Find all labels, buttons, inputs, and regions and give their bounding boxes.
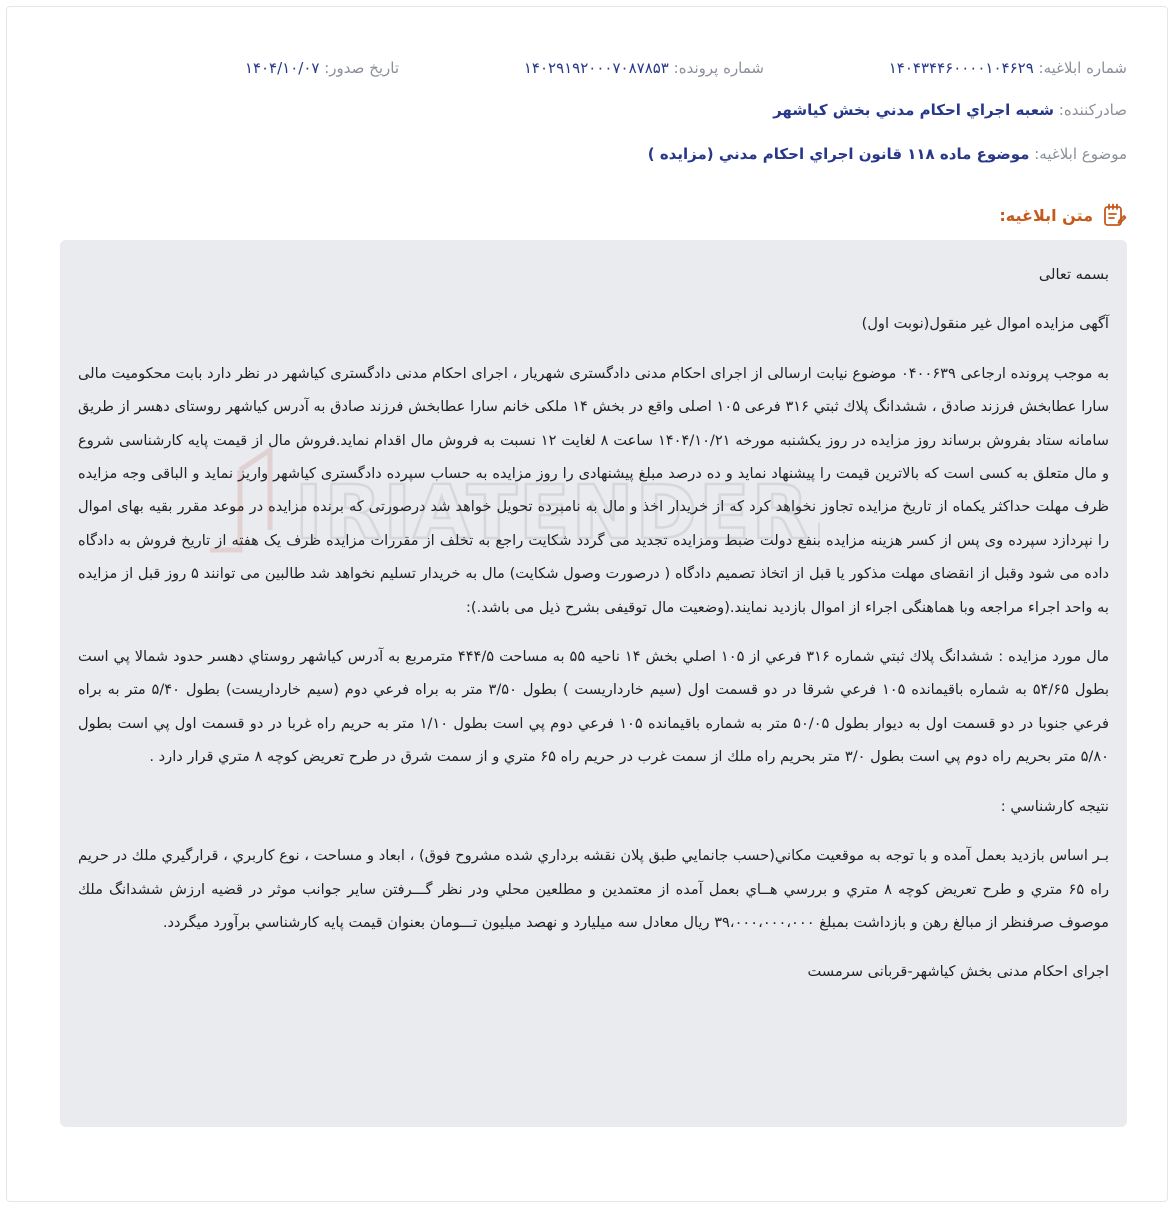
notice-text-heading-label: متن ابلاغیه: [999, 205, 1093, 225]
header-meta-row [60, 58, 1127, 80]
issue-date-label: تاریخ صدور: [324, 59, 399, 77]
case-number-value: ۱۴۰۲۹۱۹۲۰۰۰۷۰۸۷۸۵۳ [523, 59, 669, 77]
issue-date-value: ۱۴۰۴/۱۰/۰۷ [244, 59, 320, 77]
notice-number-value: ۱۴۰۴۳۴۴۶۰۰۰۰۱۰۴۶۲۹ [888, 59, 1034, 77]
notice-text-heading [999, 202, 1127, 228]
body-paragraph-auction-terms: به موجب پرونده ارجاعی ۰۴۰۰۶۳۹ موضوع نیابت ارسالی از اجرای احکام مدنی دادگستری شهریار ، اجرای احکام مدنی دادگستری کیاشهر در نظر دارد بابت محکومیت مالی سارا عطابخش فرزند صادق ، ششدانگ پلاك ثبتي ۳۱۶ فرعی ۱۰۵ اصلی واقع در بخش ۱۴ ملکی خانم سارا عطابخش فرزند صادق به آدرس کیاشهر روستای دهسر از طریق سامانه ستاد بفروش برساند روز مزایده در روز یکشنبه مورخه ۱۴۰۴/۱۰/۲۱ ساعت ۸ لغایت ۱۲ نسبت به فروش مال اقدام نماید.فروش مال از قیمت پایه کارشناسی شروع و مال متعلق به کسی است که بالاترین قیمت را پیشنهاد نماید و ده درصد مبلغ پیشنهادی را روز مزایده به حساب سپرده دادگستری کیاشهر واریز نماید و الباقی وجه مزایده ظرف مهلت حداکثر یکماه از تاریخ مزایده تجاوز نخواهد کرد که از خریدار اخذ و مال به نامبرده تحویل خواهد شد درصورتی که برنده مزایده در موعد مقرر بقیه بهای اموال را نپردازد سپرده وی پس از کسر هزینه مزایده بنفع دولت ضبط ومزایده تجدید می گردد شکایت راجع به تخلف از مقررات مزایده ظرف یک هفته از تاریخ فروش به دادگاه داده می شود وقبل از انقضای مهلت مذکور یا قبل از اتخاذ تصمیم دادگاه ( درصورت وصول شکایت) مال به خریدار تسلیم نخواهد شد طالبین می توانند ۵ روز قبل از مزایده به واحد اجراء مراجعه وبا هماهنگی اجراء از اموال بازدید نمایند.(وضعیت مال توقیفی بشرح ذیل می باشد.): [78, 364, 1109, 616]
body-paragraph-salutation: بسمه تعالی [1038, 266, 1109, 283]
notice-body [60, 240, 1127, 1127]
notice-number-field [889, 58, 1127, 78]
body-paragraph-expert-heading: نتيجه كارشناسي : [1000, 797, 1109, 815]
body-paragraph-title: آگهی مزایده اموال غیر منقول(نوبت اول) [861, 315, 1109, 333]
notice-number-label: شماره ابلاغیه: [1038, 59, 1127, 77]
issuer-value: شعبه اجراي احكام مدني بخش كياشهر [773, 101, 1054, 119]
body-paragraph-property-description: مال مورد مزايده : ششدانگ پلاك ثبتي شماره ۳۱۶ فرعي از ۱۰۵ اصلي بخش ۱۴ ناحيه ۵۵ به مساحت ۴۴۴/۵ مترمربع به آدرس كياشهر روستاي دهسر حدود شمالا پي است بطول ۵۴/۶۵ به شماره باقيمانده ۱۰۵ فرعي شرقا در دو قسمت اول (سيم خارداريست ) بطول ۳/۵۰ متر به براه فرعي دوم (سيم خارداريست) بطول ۵/۴۰ متر به براه فرعي جنوبا در دو قسمت اول به ديوار بطول ۵۰/۰۵ متر به شماره باقيمانده ۱۰۵ فرعي دوم پي است بطول ۱/۱۰ متر به حريم راه غربا در دو قسمت اول پي است بطول ۵/۸۰ متر بحريم راه دوم پي است بطول ۳/۰ متر بحريم راه ملك از سمت غرب در حريم راه ۶۵ متري و از سمت شرق در طرح تعريض كوچه ۸ متري قرار دارد . [78, 648, 1110, 766]
case-number-label: شماره پرونده: [673, 59, 764, 77]
notepad-icon [1101, 202, 1127, 228]
subject-row [60, 144, 1127, 164]
issue-date-field [245, 58, 399, 78]
body-paragraph-signature: اجرای احکام مدنی بخش کیاشهر-قربانی سرمست [807, 963, 1109, 981]
issuer-row [60, 100, 1127, 120]
issuer-label: صادرکننده: [1058, 101, 1127, 119]
body-paragraph-expert-result: بـر اساس بازديد بعمل آمده و با توجه به موقعيت مكاني(حسب جانمايي طبق پلان نقشه برداري شده مشروح فوق) ، ابعاد و مساحت ، نوع كاربري ، قرارگيري ملك در حريم راه ۶۵ متري و طرح تعريض كوچه ۸ متري و بررسي هــاي بعمل آمده از معتمدين و مطلعين محلي ودر نظر گـــرفتن ساير جوانب موثر در قضيه ارزش ششدانگ ملك موصوف صرفنظر از مبالغ رهن و بازداشت بمبلغ ۳۹،۰۰۰،۰۰۰،۰۰۰ ريال معادل سه ميليارد و نهصد ميليون تـــومان بعنوان قيمت پايه كارشناسي برآورد ميگردد. [78, 847, 1109, 931]
subject-value: موضوع ماده ۱۱۸ قانون اجراي احكام مدني (مزايده ) [647, 145, 1030, 163]
subject-label: موضوع ابلاغیه: [1034, 145, 1127, 163]
case-number-field [524, 58, 764, 78]
